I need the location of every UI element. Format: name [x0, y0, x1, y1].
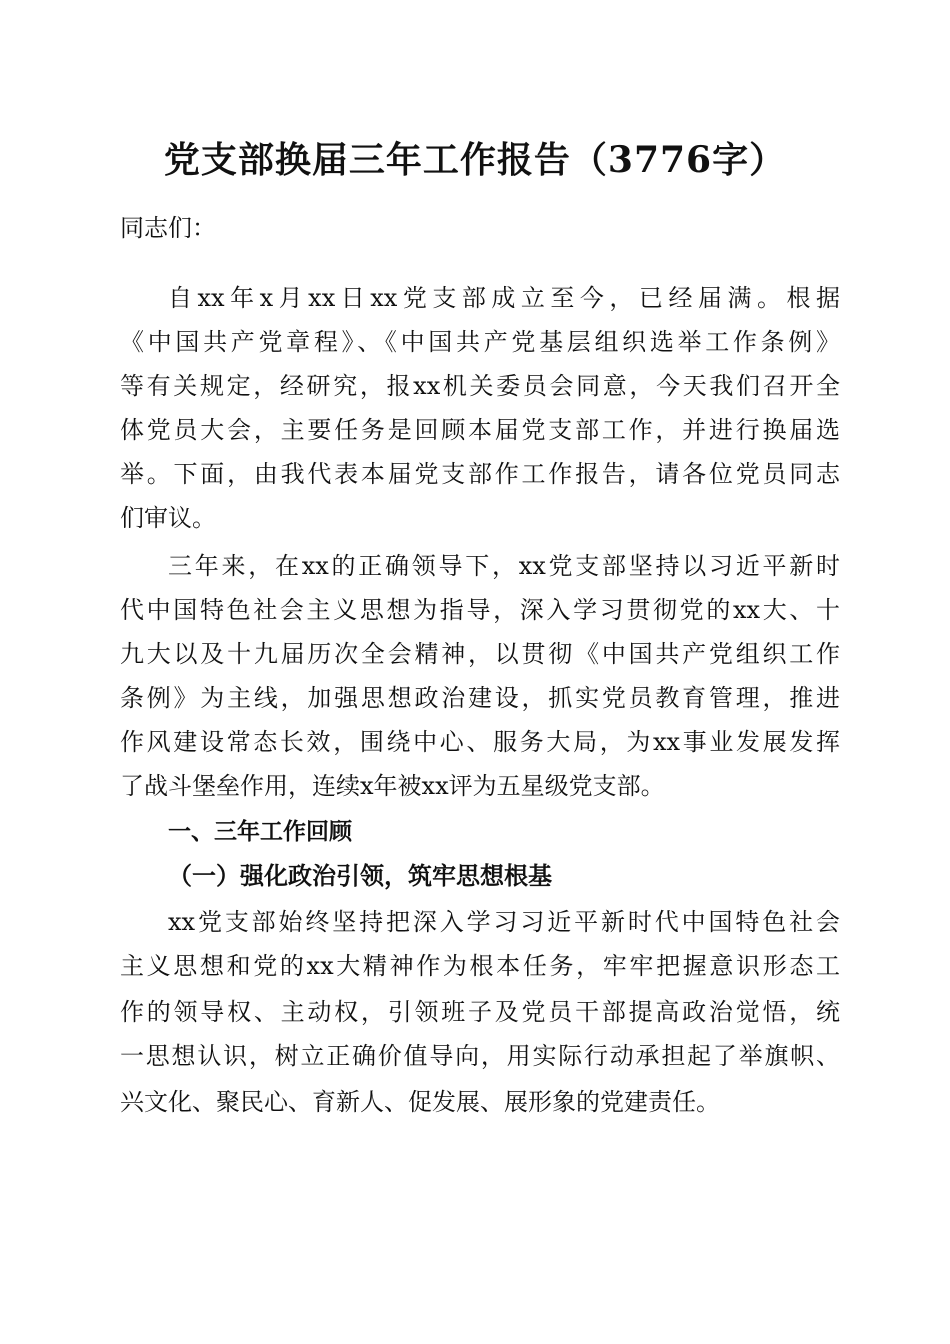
paragraph-line: 作风建设常态长效，围绕中心、服务大局，为xx事业发展发挥	[120, 728, 840, 756]
paragraph-line: 作的领导权、主动权，引领班子及党员干部提高政治觉悟，统	[120, 998, 840, 1026]
paragraph-line: 了战斗堡垒作用，连续x年被xx评为五星级党支部。	[120, 772, 665, 800]
paragraph-line: 代中国特色社会主义思想为指导，深入学习贯彻党的xx大、十	[120, 596, 840, 624]
salutation: 同志们：	[120, 214, 216, 242]
paragraph-line: 体党员大会，主要任务是回顾本届党支部工作，并进行换届选	[120, 416, 840, 444]
document-title: 党支部换届三年工作报告（3776字）	[163, 139, 787, 181]
paragraph-line: 举。下面，由我代表本届党支部作工作报告，请各位党员同志	[120, 460, 840, 488]
section-heading: 一、三年工作回顾	[168, 819, 352, 845]
subsection-heading: （一）强化政治引领，筑牢思想根基	[168, 861, 552, 890]
paragraph-line: 一思想认识，树立正确价值导向，用实际行动承担起了举旗帜、	[120, 1042, 840, 1070]
paragraph-line: 主义思想和党的xx大精神作为根本任务，牢牢把握意识形态工	[120, 952, 840, 980]
paragraph-line: 条例》为主线，加强思想政治建设，抓实党员教育管理，推进	[120, 684, 840, 712]
paragraph-line: 《中国共产党章程》、《中国共产党基层组织选举工作条例》	[120, 328, 840, 356]
paragraph-line: 等有关规定，经研究，报xx机关委员会同意，今天我们召开全	[120, 372, 840, 400]
paragraph-line: 兴文化、聚民心、育新人、促发展、展形象的党建责任。	[120, 1088, 720, 1116]
paragraph-line: 三年来，在xx的正确领导下，xx党支部坚持以习近平新时	[168, 552, 840, 580]
paragraph-line: xx党支部始终坚持把深入学习习近平新时代中国特色社会	[168, 908, 840, 936]
paragraph-line: 们审议。	[120, 504, 216, 532]
paragraph-line: 自xx年x月xx日xx党支部成立至今，已经届满。根据	[168, 284, 840, 312]
paragraph-line: 九大以及十九届历次全会精神，以贯彻《中国共产党组织工作	[120, 640, 840, 668]
